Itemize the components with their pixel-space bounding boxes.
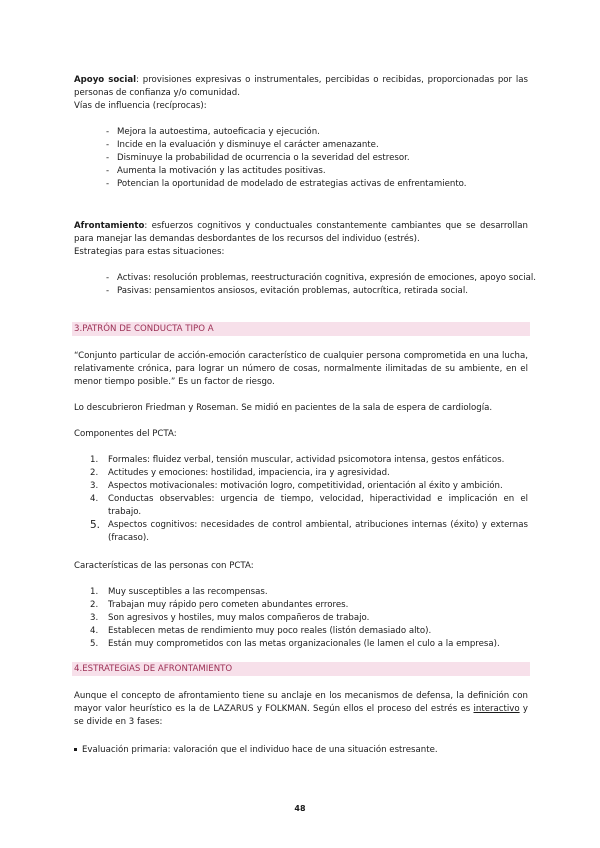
list-item: [90, 599, 528, 612]
bullet-evaluacion: [74, 744, 528, 757]
afrontamiento-list: [106, 272, 536, 298]
list-item: - Disminuye la probabilidad de ocurrencia o la severidad del estresor.: [106, 152, 536, 165]
bullet-text: Evaluación primaria: valoración que el individuo hace de una situación estresante.: [82, 745, 438, 755]
item-number: 5.: [90, 639, 99, 649]
list-item: [90, 467, 528, 480]
section-3-heading: 3.PATRÓN DE CONDUCTA TIPO A: [72, 322, 530, 336]
list-item: [90, 493, 528, 519]
estrategias-label: Estrategias para estas situaciones:: [74, 247, 225, 257]
list-item: [90, 454, 528, 467]
item-text: Formales: fluidez verbal, tensión muscular, actividad psicomotora intensa, gestos enfáticos.: [108, 455, 505, 465]
caracteristicas-title: Características de las personas con PCTA:: [74, 561, 254, 571]
list-item: - Activas: resolución problemas, reestructuración cognitiva, expresión de emociones, apoyo social.: [106, 272, 536, 285]
item-number: 1.: [90, 587, 99, 597]
paragraph-text-end: y se divide en 3 fases:: [74, 704, 528, 727]
list-item: - Potencian la oportunidad de modelado de estrategias activas de enfrentamiento.: [106, 178, 536, 191]
componentes-title: Componentes del PCTA:: [74, 429, 177, 439]
item-number: 2.: [90, 600, 99, 610]
pcta-descubrieron: Lo descubrieron Friedman y Roseman. Se midió en pacientes de la sala de espera de cardiología.: [74, 403, 493, 413]
interactivo-term: interactivo: [473, 704, 520, 714]
item-number: 4.: [90, 626, 99, 636]
square-bullet-icon: [74, 748, 77, 751]
list-item: [90, 480, 528, 493]
list-item: - Pasivas: pensamientos ansiosos, evitación problemas, autocrítica, retirada social.: [106, 285, 536, 298]
apoyo-social-term: Apoyo social: [74, 75, 137, 85]
componentes-list: [90, 454, 528, 545]
paragraph-text: Aunque el concepto de afrontamiento tiene su anclaje en los mecanismos de defensa, la definición con mayor valor heurístico es la de LAZARUS y FOLKMAN. Según ellos el proceso del estrés es: [74, 691, 528, 714]
apoyo-social-paragraph: [74, 74, 528, 100]
list-item: - Incide en la evaluación y disminuye el carácter amenazante.: [106, 139, 536, 152]
afrontamiento-paragraph: [74, 220, 528, 246]
item-number: 4.: [90, 494, 99, 504]
item-text: Establecen metas de rendimiento muy poco reales (listón demasiado alto).: [108, 626, 432, 636]
page-number: 48: [294, 804, 306, 813]
caracteristicas-list: [90, 586, 528, 651]
afrontamiento-term: Afrontamiento: [74, 221, 145, 231]
apoyo-social-definition: : provisiones expresivas o instrumentales, percibidas o recibidas, proporcionadas por las personas de confianza y/o comunidad.: [74, 75, 528, 98]
item-number: 3.: [90, 613, 99, 623]
apoyo-list: [106, 126, 536, 191]
item-text: Conductas observables: urgencia de tiempo, velocidad, hiperactividad e implicación en el trabajo.: [108, 494, 528, 517]
pcta-quote: “Conjunto particular de acción-emoción característico de cualquier persona comprometida en una lucha, relativamente crónica, para lograr un número de cosas, normalmente ilimitadas de su ambiente, en el menor tiempo posible.” Es un factor de riesgo.: [74, 351, 528, 387]
item-number: 5.: [90, 519, 101, 531]
list-item: [90, 612, 528, 625]
item-text: Aspectos cognitivos: necesidades de control ambiental, atribuciones internas (éxito) y externas (fracaso).: [108, 520, 528, 543]
item-text: Trabajan muy rápido pero cometen abundantes errores.: [108, 600, 349, 610]
vias-influencia: Vías de influencia (recíprocas):: [74, 101, 207, 111]
item-number: 3.: [90, 481, 99, 491]
list-item: [90, 519, 528, 545]
item-text: Actitudes y emociones: hostilidad, impaciencia, ira y agresividad.: [108, 468, 390, 478]
section-4-heading: 4.ESTRATEGIAS DE AFRONTAMIENTO: [72, 662, 530, 676]
item-text: Aspectos motivacionales: motivación logro, competitividad, orientación al éxito y ambición.: [108, 481, 503, 491]
list-item: [90, 586, 528, 599]
list-item: - Aumenta la motivación y las actitudes positivas.: [106, 165, 536, 178]
afrontamiento-definition: : esfuerzos cognitivos y conductuales constantemente cambiantes que se desarrollan para manejar las demandas desbordantes de los recursos del individuo (estrés).: [74, 221, 528, 244]
lazarus-paragraph: [74, 690, 528, 729]
list-item: [90, 638, 528, 651]
item-text: Son agresivos y hostiles, muy malos compañeros de trabajo.: [108, 613, 370, 623]
list-item: - Mejora la autoestima, autoeficacia y ejecución.: [106, 126, 536, 139]
item-text: Están muy comprometidos con las metas organizacionales (le lamen el culo a la empresa).: [108, 639, 500, 649]
list-item: [90, 625, 528, 638]
item-text: Muy susceptibles a las recompensas.: [108, 587, 268, 597]
item-number: 2.: [90, 468, 99, 478]
item-number: 1.: [90, 455, 99, 465]
